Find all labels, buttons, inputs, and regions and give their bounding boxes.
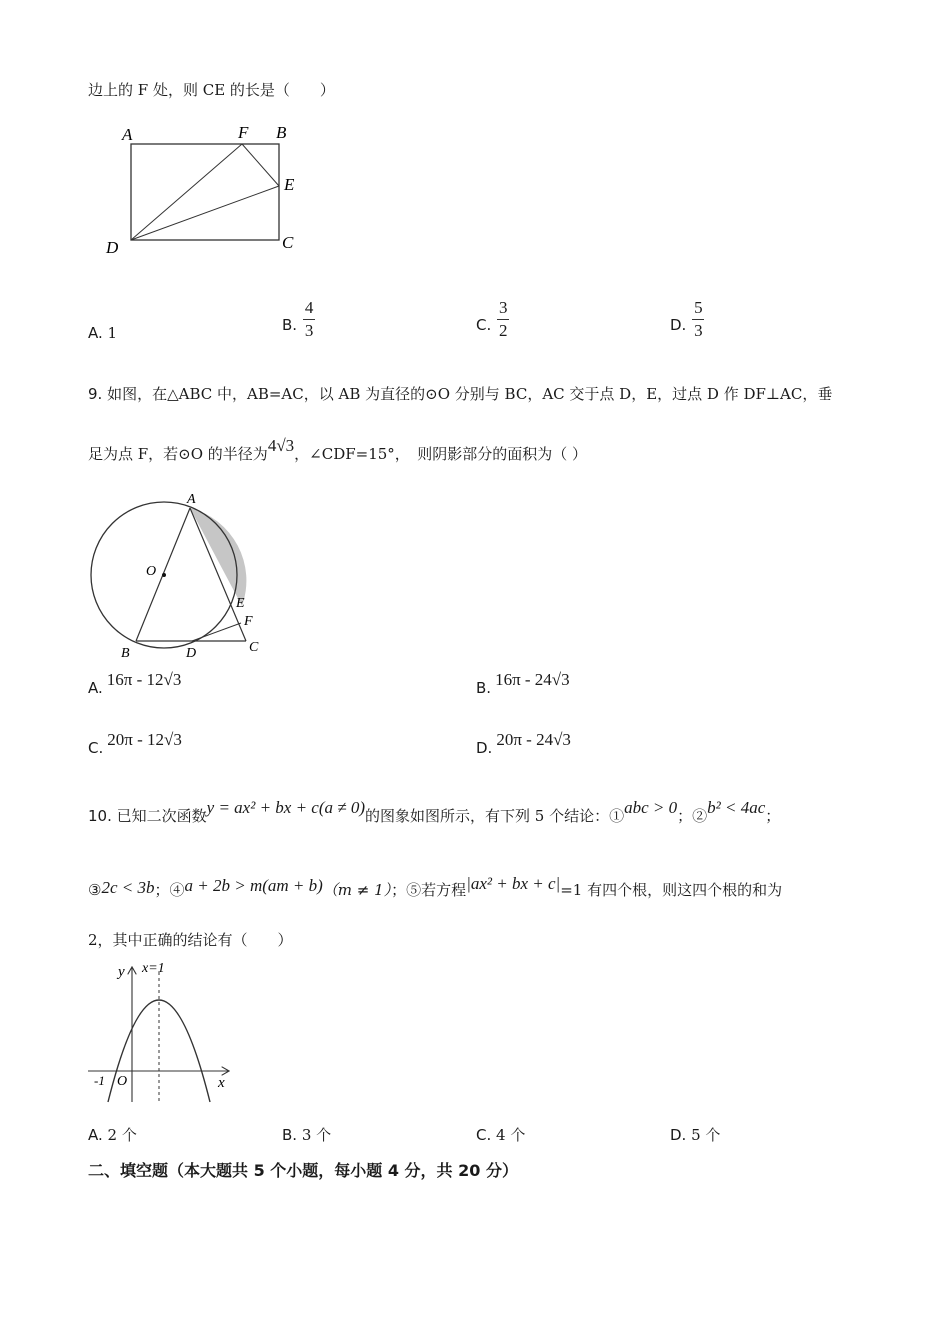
q8-label-a: A [122,125,133,144]
q10-axis-label: x=1 [142,961,165,976]
q10-neg-one-label: -1 [94,1073,105,1088]
q8-label-b: B [276,123,287,142]
q8-label-c: C [282,233,294,252]
q9-option-b: B. 16π - 24√3 [476,670,570,697]
q10-option-c: C. 4 个 [476,1126,526,1144]
q9-label-a: A [187,492,196,507]
q9-label-f: F [244,614,253,629]
q8-option-b: B. $\frac{4}{3}$ [282,298,314,340]
q9-line2: 足为点 F，若⊙O 的半径为4√3，∠CDF=15°， 则阴影部分的面积为（ ） [88,436,588,463]
q10-line2: ③2c < 3b；④a + 2b > m(am + b)（m ≠ 1）；⑤若方程|ax² + bx + c|=1 有四个根，则这四个根的和为 [88,874,783,899]
q9-circle-figure [84,488,270,664]
q10-y-label: y [118,964,125,980]
q8-stem-tail: 边上的 F 处，则 CE 的长是（ ） [88,81,335,99]
q10-option-a: A. 2 个 [88,1126,137,1144]
q9-option-d: D. 20π - 24√3 [476,730,571,757]
q10-x-label: x [218,1075,225,1091]
q10-option-b: B. 3 个 [282,1126,332,1144]
q9-line1: 9. 如图，在△ABC 中，AB=AC，以 AB 为直径的⊙O 分别与 BC，AC 交于点 D，E，过点 D 作 DF⊥AC，垂 [88,385,833,403]
q10-line3: 2，其中正确的结论有（ ） [88,931,293,949]
q9-label-d: D [186,646,197,661]
q10-origin-label: O [117,1074,128,1089]
section-2-heading: 二、填空题（本大题共 5 个小题，每小题 4 分，共 20 分） [88,1161,518,1180]
q8-option-c: C. $\frac{3}{2}$ [476,298,508,340]
q8-label-f: F [238,123,249,142]
q9-label-o: O [146,564,157,579]
q9-label-c: C [249,640,259,655]
q10-line1: 10. 已知二次函数y = ax² + bx + c(a ≠ 0)的图象如图所示，有下列 5 个结论：①abc > 0；②b² < 4ac； [88,798,781,825]
q10-option-d: D. 5 个 [670,1126,721,1144]
q8-label-e: E [284,175,295,194]
q9-label-e: E [236,596,245,611]
q9-label-b: B [121,646,130,661]
q9-option-c: C. 20π - 12√3 [88,730,182,757]
q10-parabola-graph [84,956,244,1108]
q8-option-a: A. 1 [88,324,118,342]
q8-option-d: D. $\frac{5}{3}$ [670,298,703,340]
q8-label-d: D [106,238,119,257]
q9-option-a: A. 16π - 12√3 [88,670,182,697]
q8-rectangle-figure [100,118,310,263]
